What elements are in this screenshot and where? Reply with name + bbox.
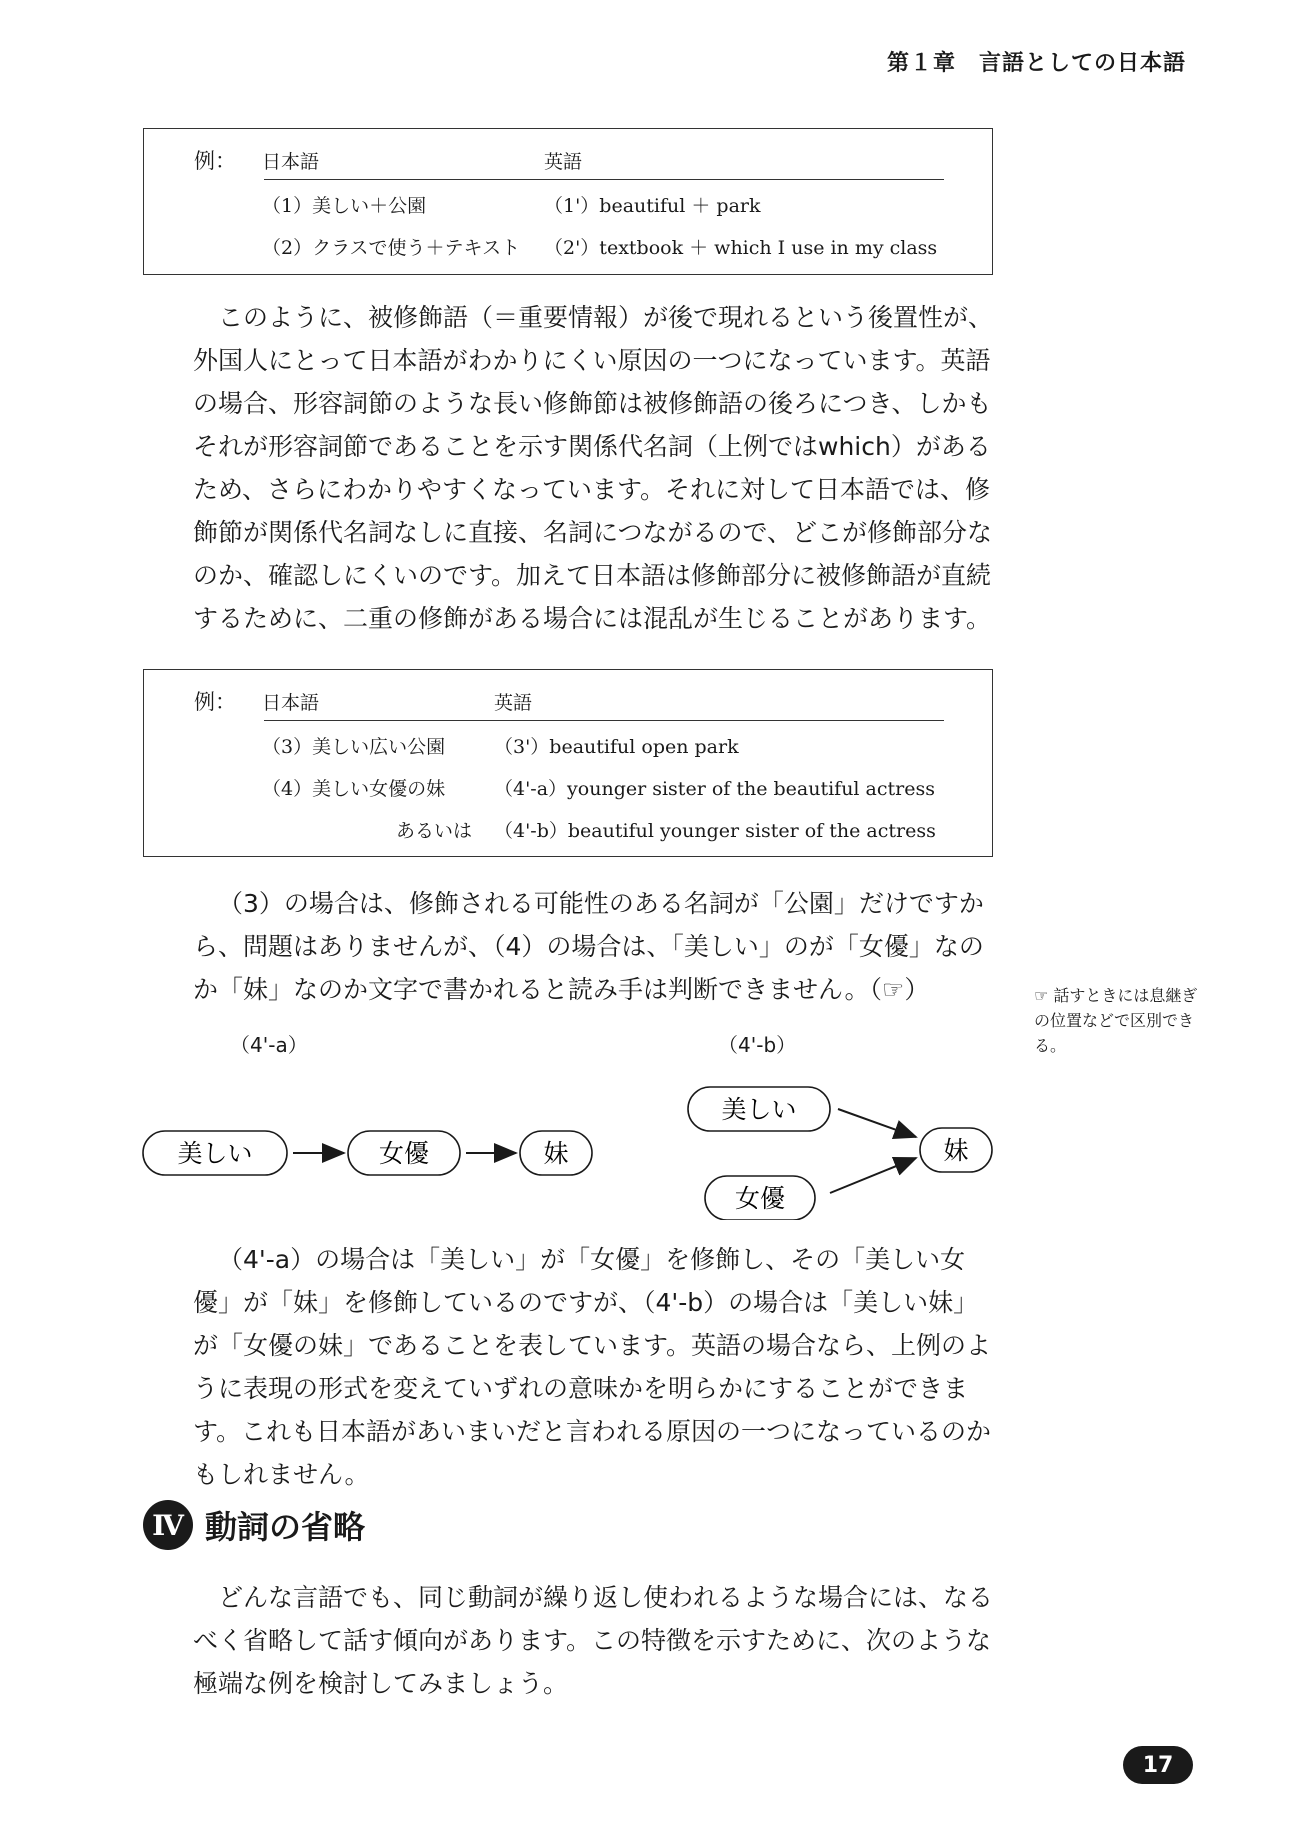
example-en: （3'）beautiful open park — [494, 736, 739, 758]
header-rule — [264, 179, 944, 180]
column-header-japanese: 日本語 — [262, 151, 320, 173]
header-rule — [264, 720, 944, 721]
node-imouto: 妹 — [943, 1136, 969, 1165]
node-joyuu: 女優 — [378, 1139, 430, 1168]
example-en: （4'-b）beautiful younger sister of the actress — [494, 820, 936, 842]
column-header-english: 英語 — [494, 692, 533, 714]
column-header-japanese: 日本語 — [262, 692, 320, 714]
example-box-2 — [143, 669, 993, 857]
example-en: （2'）textbook ＋ which I use in my class — [544, 237, 938, 259]
node-joyuu: 女優 — [734, 1184, 786, 1213]
arrow — [838, 1109, 916, 1137]
node-utsukushii: 美しい — [721, 1095, 797, 1124]
diagram-label-b: （4'-b） — [718, 1033, 797, 1057]
column-header-english: 英語 — [544, 151, 583, 173]
arrow — [830, 1158, 916, 1193]
example-jp-alternative: あるいは — [395, 820, 472, 842]
example-label: 例： — [194, 690, 236, 714]
modification-diagram — [140, 1030, 1010, 1220]
node-imouto: 妹 — [543, 1139, 569, 1168]
example-en: （1'）beautiful ＋ park — [544, 195, 761, 217]
side-note: ☞ 話すときには息継ぎの位置などで区別できる。 — [1034, 986, 1198, 1055]
body-paragraph: （4'-a）の場合は「美しい」が「女優」を修飾し、その「美しい女優」が「妹」を修飾しているのですが、（4'-b）の場合は「美しい妹」が「女優の妹」であることを表しています。英語の場合なら、上例のように表現の形式を変えていずれの意味かを明らかにすることができます。これも日本語があいまいだと言われる原因の一つになっているのかもしれません。 — [193, 1245, 992, 1489]
example-jp: （4）美しい女優の妹 — [262, 778, 446, 800]
example-jp: （1）美しい＋公園 — [262, 195, 427, 217]
node-utsukushii: 美しい — [177, 1139, 253, 1168]
body-paragraph: （3）の場合は、修飾される可能性のある名詞が「公園」だけですから、問題はありませんが、（4）の場合は、「美しい」のが「女優」なのか「妹」なのか文字で書かれると読み手は判断できません。（☞） — [193, 889, 984, 1004]
example-box-1 — [143, 128, 993, 275]
example-jp: （2）クラスで使う＋テキスト — [262, 237, 521, 259]
chapter-header: 第１章 言語としての日本語 — [886, 51, 1186, 76]
page-number: 17 — [1123, 1746, 1193, 1784]
diagram-b — [688, 1087, 992, 1220]
section-numeral: Ⅳ — [143, 1500, 193, 1550]
section-heading — [143, 1500, 365, 1550]
body-paragraph: どんな言語でも、同じ動詞が繰り返し使われるような場合には、なるべく省略して話す傾向があります。この特徴を示すために、次のような極端な例を検討してみましょう。 — [193, 1583, 994, 1698]
example-jp: （3）美しい広い公園 — [262, 736, 446, 758]
diagram-label-a: （4'-a） — [230, 1033, 308, 1057]
diagram-a — [143, 1131, 592, 1175]
body-paragraph: このように、被修飾語（＝重要情報）が後で現れるという後置性が、外国人にとって日本語がわかりにくい原因の一つになっています。英語の場合、形容詞節のような長い修飾節は被修飾語の後ろにつき、しかもそれが形容詞節であることを示す関係代名詞（上例ではwhich）があるため、さらにわかりやすくなっています。それに対して日本語では、修飾節が関係代名詞なしに直接、名詞につながるので、どこが修飾部分なのか、確認しにくいのです。加えて日本語は修飾部分に被修飾語が直続するために、二重の修飾がある場合には混乱が生じることがあります。 — [193, 303, 994, 633]
section-title: 動詞の省略 — [205, 1508, 366, 1546]
example-en: （4'-a）younger sister of the beautiful actress — [494, 778, 935, 800]
example-label: 例： — [194, 149, 236, 173]
